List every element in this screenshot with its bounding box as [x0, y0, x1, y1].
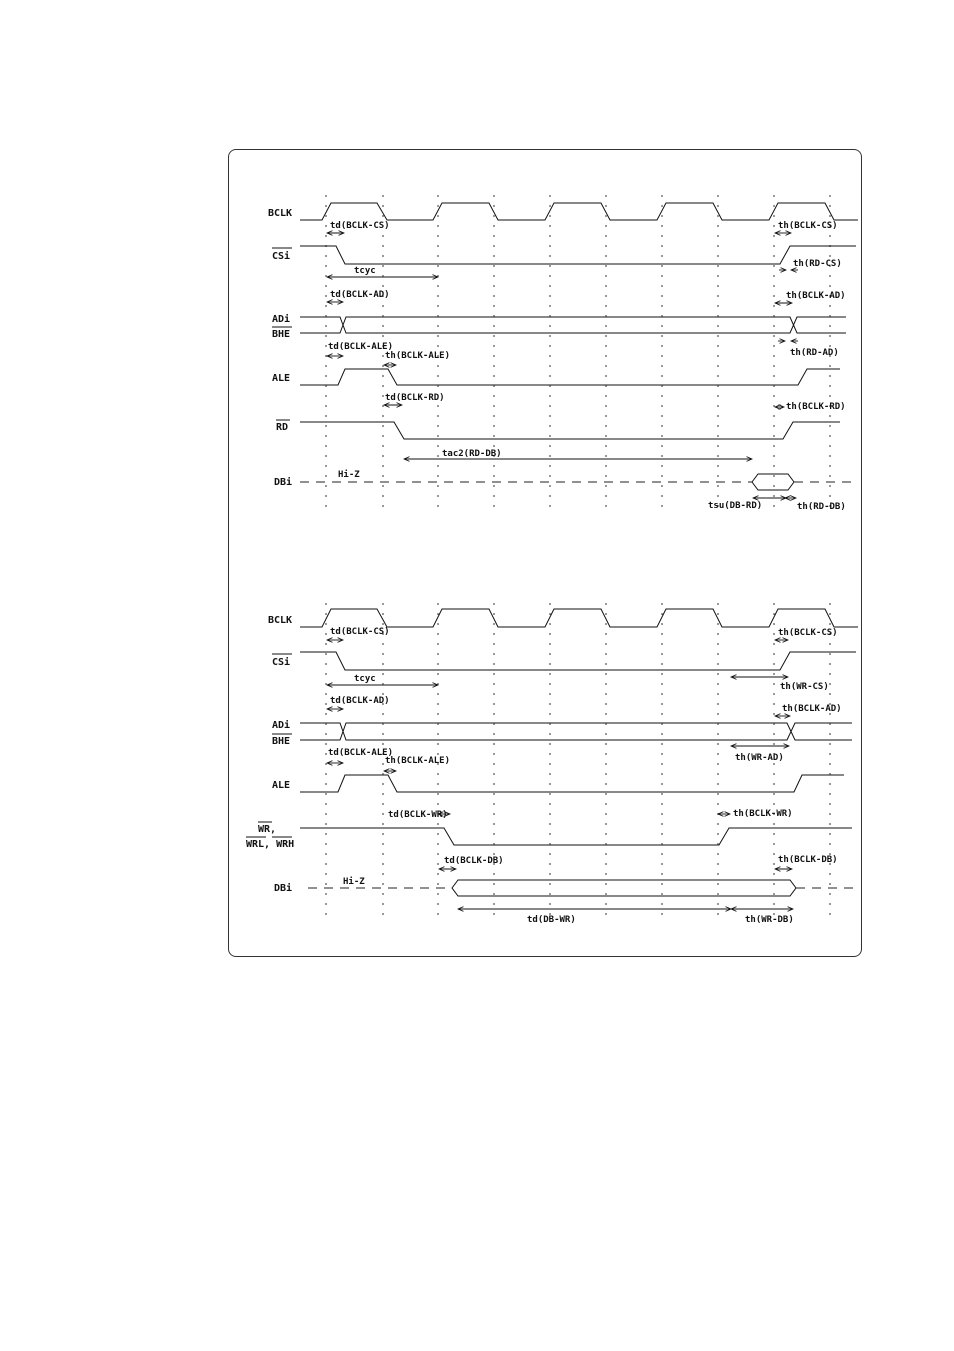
read-th-bclk-cs-label: th(BCLK-CS) — [778, 221, 838, 231]
read-td-bclk-ad-label: td(BCLK-AD) — [330, 290, 390, 300]
write-timing-diagram — [246, 603, 858, 925]
write-td-bclk-wr-label: td(BCLK-WR) — [388, 810, 448, 820]
write-signal-wr: WR, — [258, 824, 277, 835]
write-th-bclk-cs-label: th(BCLK-CS) — [778, 628, 838, 638]
write-th-wr-cs-label: th(WR-CS) — [780, 682, 829, 692]
write-th-wr-ad-label: th(WR-AD) — [735, 753, 784, 763]
write-th-wr-db-label: th(WR-DB) — [745, 915, 794, 925]
write-hiz-label: Hi-Z — [343, 877, 365, 887]
write-td-bclk-ad-label: td(BCLK-AD) — [330, 696, 390, 706]
write-th-bclk-ale-label: th(BCLK-ALE) — [385, 756, 451, 766]
read-th-bclk-ale-label: th(BCLK-ALE) — [385, 351, 451, 361]
read-th-bclk-rd-label: th(BCLK-RD) — [786, 402, 846, 412]
write-th-bclk-ad-label: th(BCLK-AD) — [782, 704, 842, 714]
write-th-bclk-wr-label: th(BCLK-WR) — [733, 809, 793, 819]
read-tcyc-label: tcyc — [354, 266, 376, 276]
read-th-bclk-ad-label: th(BCLK-AD) — [786, 291, 846, 301]
read-th-rd-db-label: th(RD-DB) — [797, 502, 846, 512]
write-wr-waveform — [300, 828, 852, 845]
write-signal-bclk: BCLK — [268, 615, 293, 626]
read-signal-ale: ALE — [272, 373, 291, 384]
read-signal-bhe: BHE — [272, 329, 291, 340]
write-signal-bhe: BHE — [272, 736, 291, 747]
write-td-bclk-ale-label: td(BCLK-ALE) — [328, 748, 394, 758]
read-signal-cs: CSi — [272, 251, 291, 262]
write-td-bclk-db-label: td(BCLK-DB) — [444, 856, 504, 866]
read-tsu-db-rd-label: tsu(DB-RD) — [708, 501, 763, 511]
write-signal-dbi: DBi — [274, 883, 293, 894]
read-signal-rd: RD — [276, 422, 289, 433]
write-signal-adi: ADi — [272, 720, 291, 731]
read-ale-waveform — [300, 369, 840, 385]
read-td-bclk-ale-label: td(BCLK-ALE) — [328, 342, 394, 352]
read-ad-bus-waveform — [300, 317, 846, 333]
write-ale-waveform — [300, 775, 844, 792]
read-signal-bclk: BCLK — [268, 208, 293, 219]
read-rd-waveform — [300, 422, 840, 439]
read-tac2-label: tac2(RD-DB) — [442, 449, 502, 459]
write-signal-cs: CSi — [272, 657, 291, 668]
write-signal-wrl-wrh: WRL, WRH — [246, 839, 295, 850]
write-tcyc-label: tcyc — [354, 674, 376, 684]
read-timing-diagram — [268, 195, 858, 515]
read-th-rd-cs-label: th(RD-CS) — [793, 259, 842, 269]
read-hiz-label: Hi-Z — [338, 470, 360, 480]
write-ad-bus-waveform — [300, 723, 852, 740]
read-signal-adi: ADi — [272, 314, 291, 325]
read-td-bclk-cs-label: td(BCLK-CS) — [330, 221, 390, 231]
write-td-db-wr-label: td(DB-WR) — [527, 915, 576, 925]
write-signal-ale: ALE — [272, 780, 291, 791]
read-th-rd-ad-label: th(RD-AD) — [790, 348, 839, 358]
read-signal-dbi: DBi — [274, 477, 293, 488]
write-td-bclk-cs-label: td(BCLK-CS) — [330, 627, 390, 637]
write-th-bclk-db-label: th(BCLK-DB) — [778, 855, 838, 865]
read-td-bclk-rd-label: td(BCLK-RD) — [385, 393, 445, 403]
